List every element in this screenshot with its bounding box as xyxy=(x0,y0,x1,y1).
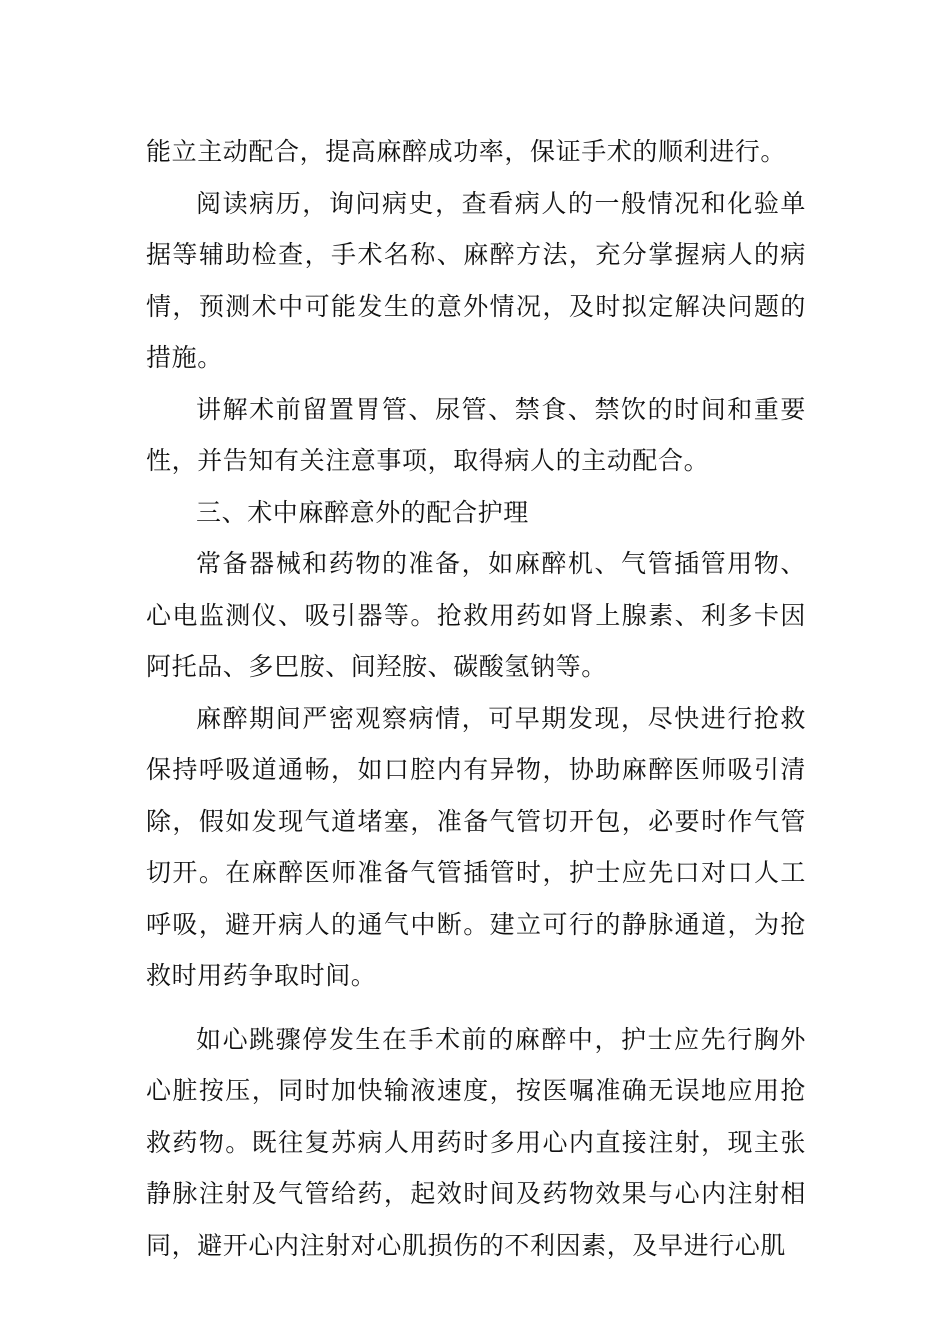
paragraph-cardiac-arrest: 如心跳骤停发生在手术前的麻醉中，护士应先行胸外心脏按压，同时加快输液速度，按医嘱准确无误地应用抢救药物。既往复苏病人用药时多用心内直接注射，现主张静脉注射及气管给药，起效时间及药物效果与心内注射相同，避开心内注射对心肌损伤的不利因素，及早进行心肌 xyxy=(146,1024,806,1260)
paragraph-anesthesia-monitoring: 麻醉期间严密观察病情，可早期发现，尽快进行抢救保持呼吸道通畅，如口腔内有异物，协助麻醉医师吸引清除，假如发现气道堵塞，准备气管切开包，必要时作气管切开。在麻醉医师准备气管插管时，护士应先口对口人工呼吸，避开病人的通气中断。建立可行的静脉通道，为抢救时用药争取时间。 xyxy=(146,703,806,990)
paragraph-preoperative-explanation: 讲解术前留置胃管、尿管、禁食、禁饮的时间和重要性，并告知有关注意事项，取得病人的主动配合。 xyxy=(146,394,806,475)
paragraph-preoperative-review: 阅读病历，询问病史，查看病人的一般情况和化验单据等辅助检查，手术名称、麻醉方法，充分掌握病人的病情，预测术中可能发生的意外情况，及时拟定解决问题的措施。 xyxy=(146,188,806,372)
document-body xyxy=(146,126,806,1271)
paragraph-continuation: 能立主动配合，提高麻醉成功率，保证手术的顺利进行。 xyxy=(146,137,787,166)
paragraph-equipment-preparation: 常备器械和药物的准备，如麻醉机、气管插管用物、心电监测仪、吸引器等。抢救用药如肾上腺素、利多卡因阿托品、多巴胺、间羟胺、碳酸氢钠等。 xyxy=(146,549,806,681)
section-heading: 三、术中麻醉意外的配合护理 xyxy=(196,497,529,527)
